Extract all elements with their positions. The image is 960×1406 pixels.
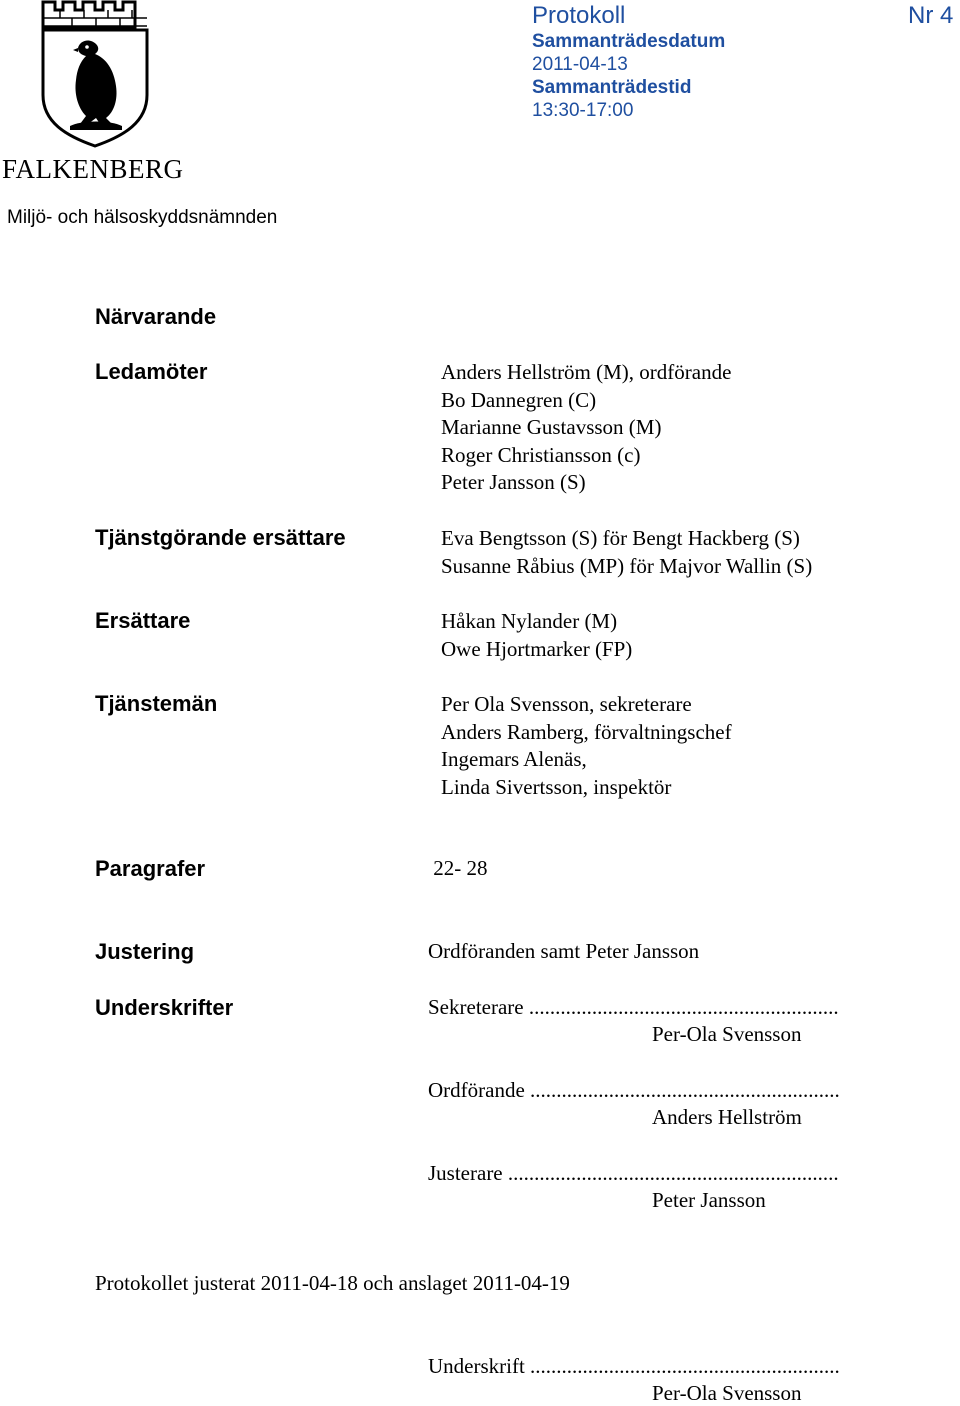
adjustment-value: Ordföranden samt Peter Jansson: [428, 939, 700, 963]
footer-signature-line: Underskrift ...........................................................: [428, 1354, 840, 1378]
municipality-wordmark: FALKENBERG: [2, 154, 184, 184]
paragraphs-label: Paragrafer: [95, 856, 206, 881]
meeting-time: 13:30-17:00: [532, 100, 634, 121]
attendance-heading: Närvarande: [95, 304, 217, 329]
officials-label: Tjänstemän: [95, 691, 218, 716]
list-item: Roger Christiansson (c): [441, 442, 641, 467]
list-item: Per Ola Svensson, sekreterare: [441, 692, 692, 716]
adjuster-signature-line: Justerare ...............................................................: [428, 1161, 839, 1185]
signatures-label: Underskrifter: [95, 995, 234, 1020]
list-item: Eva Bengtsson (S) för Bengt Hackberg (S): [441, 526, 800, 550]
falkenberg-coat-of-arms-icon: [40, 0, 150, 148]
officials-list: [441, 691, 732, 801]
footer-signature-name: Per-Ola Svensson: [652, 1381, 802, 1405]
substitutes-label: Ersättare: [95, 608, 191, 633]
adjuster-name: Peter Jansson: [652, 1188, 766, 1212]
document-title: Protokoll: [532, 2, 626, 29]
substitutes-list: [441, 608, 632, 663]
serving-substitutes-label: Tjänstgörande ersättare: [95, 525, 346, 550]
meeting-date: 2011-04-13: [532, 54, 628, 75]
paragraphs-value: 22- 28: [428, 856, 488, 880]
chair-name: Anders Hellström: [652, 1105, 802, 1129]
members-list: [441, 359, 731, 497]
members-label: Ledamöter: [95, 359, 208, 384]
list-item: Anders Ramberg, förvaltningschef: [441, 719, 732, 744]
secretary-name: Per-Ola Svensson: [652, 1022, 802, 1046]
list-item: Ingemars Alenäs,: [441, 747, 587, 772]
meeting-date-label: Sammanträdesdatum: [532, 31, 726, 52]
serving-substitutes-list: [441, 525, 812, 580]
secretary-signature-line: Sekreterare ...........................................................: [428, 995, 839, 1019]
list-item: Håkan Nylander (M): [441, 609, 618, 633]
list-item: Marianne Gustavsson (M): [441, 415, 662, 440]
list-item: Susanne Råbius (MP) för Majvor Wallin (S): [441, 553, 813, 578]
list-item: Owe Hjortmarker (FP): [441, 636, 633, 661]
list-item: Bo Dannegren (C): [441, 387, 597, 412]
chair-signature-line: Ordförande ...........................................................: [428, 1078, 840, 1102]
protocol-number: Nr 4: [908, 2, 954, 29]
department-name: Miljö- och hälsoskyddsnämnden: [7, 207, 278, 228]
meeting-time-label: Sammanträdestid: [532, 77, 692, 98]
posting-note: Protokollet justerat 2011-04-18 och anslaget 2011-04-19: [95, 1271, 570, 1295]
list-item: Linda Sivertsson, inspektör: [441, 774, 672, 799]
list-item: Anders Hellström (M), ordförande: [441, 360, 732, 384]
list-item: Peter Jansson (S): [441, 470, 586, 495]
adjustment-label: Justering: [95, 939, 195, 964]
